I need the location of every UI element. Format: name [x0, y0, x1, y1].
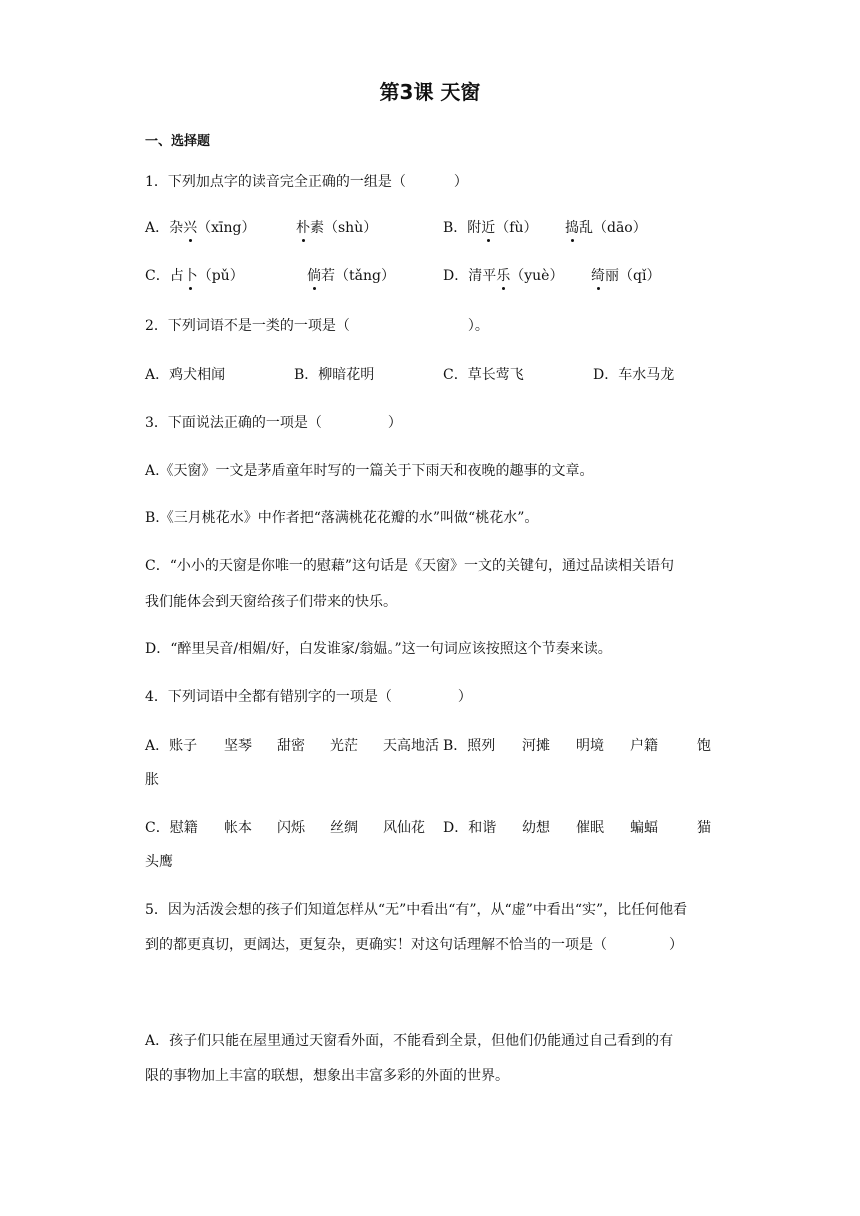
q1-option-c-word2: 倘若（tǎng） [307, 268, 395, 284]
q4-option-a-word: 天高地活 [383, 738, 439, 754]
q2-option-d: D．车水马龙 [593, 367, 675, 383]
q4-option-b-word: B．照列 [443, 738, 496, 754]
q4-option-b-word: 饱 [697, 738, 711, 754]
q1-option-a-word2: 朴素（shù） [296, 220, 378, 236]
q4-option-c-word: 风仙花 [383, 820, 425, 836]
q4-option-b-word: 河摊 [522, 738, 550, 754]
q4-option-a-word: A．账子 [145, 738, 198, 754]
q3-option-c-line2: 我们能体会到天窗给孩子们带来的快乐。 [145, 594, 397, 610]
q4-option-d-word: 猫 [697, 820, 711, 836]
q4-option-b-word: 明境 [576, 738, 604, 754]
q4-option-b-wrap: 胀 [145, 772, 159, 788]
q1-option-b-word2: 捣乱（dāo） [565, 220, 647, 236]
q4-option-c-word: C．慰籍 [145, 820, 198, 836]
q2-option-a: A．鸡犬相闻 [145, 367, 226, 383]
q4-option-c-word: 丝绸 [330, 820, 358, 836]
q4-option-d-wrap: 头鹰 [145, 854, 173, 870]
q2-option-c: C．草长莺飞 [443, 367, 524, 383]
q4-option-d-word: 催眠 [576, 820, 604, 836]
q4-option-b-word: 户籍 [630, 738, 658, 754]
q3-option-a: A.《天窗》一文是茅盾童年时写的一篇关于下雨天和夜晚的趣事的文章。 [145, 463, 594, 479]
q4-option-a-word: 甜密 [277, 738, 305, 754]
q1-option-a: A．杂兴（xīng） [145, 220, 256, 236]
q3-option-b: B.《三月桃花水》中作者把“落满桃花花瓣的水”叫做“桃花水”。 [145, 510, 539, 526]
q3-option-c-line1: C．“小小的天窗是你唯一的慰藉”这句话是《天窗》一文的关键句，通过品读相关语句 [145, 558, 675, 574]
q4-option-a-word: 光茫 [330, 738, 358, 754]
question-5-stem-line1: 5．因为活泼会想的孩子们知道怎样从“无”中看出“有”，从“虚”中看出“实”，比任何他看 [145, 902, 688, 918]
question-1-stem: 1．下列加点字的读音完全正确的一组是（ ） [145, 174, 468, 190]
q2-option-b: B．柳暗花明 [294, 367, 375, 383]
q3-option-d: D．“醉里吴音/相媚/好，白发谁家/翁媪。”这一句词应该按照这个节奏来读。 [145, 641, 612, 657]
question-3-stem: 3．下面说法正确的一项是（ ） [145, 415, 402, 431]
page-title: 第3课 天窗 [379, 80, 481, 104]
q4-option-d-word: 幼想 [522, 820, 550, 836]
q1-option-d: D．清平乐（yuè） [443, 268, 564, 284]
question-2-stem: 2．下列词语不是一类的一项是（ ）。 [145, 318, 489, 334]
q4-option-d-word: 蝙蝠 [630, 820, 658, 836]
q1-option-c: C．占卜（pǔ） [145, 268, 244, 284]
q1-option-d-word2: 绮丽（qǐ） [591, 268, 661, 284]
q1-option-b: B．附近（fù） [443, 220, 538, 236]
question-5-stem-line2: 到的都更真切，更阔达，更复杂，更确实！对这句话理解不恰当的一项是（ ） [145, 937, 683, 953]
q4-option-a-word: 坚琴 [224, 738, 252, 754]
q4-option-c-word: 闪烁 [277, 820, 305, 836]
question-4-stem: 4．下列词语中全都有错别字的一项是（ ） [145, 689, 472, 705]
section-heading: 一、选择题 [145, 134, 211, 149]
q5-option-a-line1: A．孩子们只能在屋里通过天窗看外面，不能看到全景，但他们仍能通过自己看到的有 [145, 1033, 674, 1049]
q4-option-c-word: 帐本 [224, 820, 252, 836]
q5-option-a-line2: 限的事物加上丰富的联想，想象出丰富多彩的外面的世界。 [145, 1068, 509, 1084]
q4-option-d-word: D．和谐 [443, 820, 497, 836]
